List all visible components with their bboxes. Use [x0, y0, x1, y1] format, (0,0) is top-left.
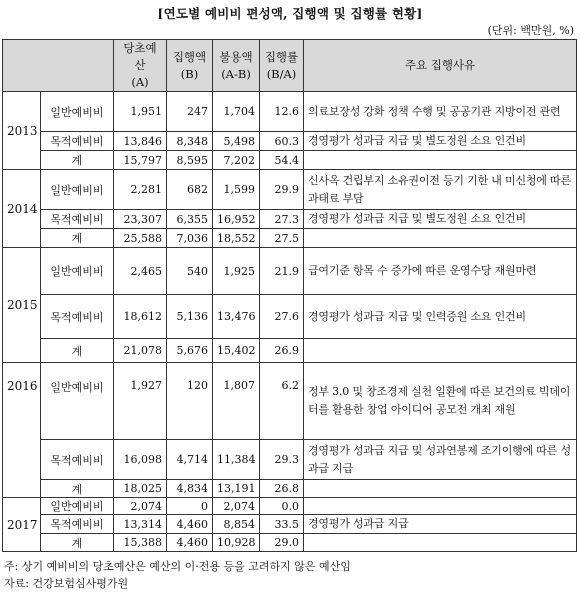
- category-cell: 일반예비비: [41, 498, 114, 515]
- total-rate: 27.5: [260, 229, 304, 248]
- total-row: [3, 229, 577, 248]
- header-budget-label: 당초예산: [123, 41, 157, 72]
- total-budget: 18,025: [114, 480, 167, 498]
- exec-cell: 4,714: [167, 440, 213, 480]
- exec-cell: 6,355: [167, 210, 213, 229]
- year-cell: 2015: [3, 248, 41, 363]
- header-blank: [3, 40, 114, 92]
- total-exec: 7,036: [167, 229, 213, 248]
- total-reason-empty: [304, 480, 577, 498]
- budget-cell: 16,098: [114, 440, 167, 480]
- exec-cell: 247: [167, 92, 213, 132]
- budget-cell: 2,465: [114, 248, 167, 295]
- exec-cell: 540: [167, 248, 213, 295]
- total-label: 계: [41, 151, 114, 170]
- rate-cell: 0.0: [260, 498, 304, 515]
- total-budget: 15,388: [114, 534, 167, 552]
- year-cell: 2017: [3, 498, 41, 552]
- total-reason-empty: [304, 229, 577, 248]
- total-unused: 10,928: [213, 534, 260, 552]
- budget-cell: 2,074: [114, 498, 167, 515]
- table-row: [3, 498, 577, 515]
- table-title: [연도별 예비비 편성액, 집행액 및 집행률 현황]: [157, 6, 423, 21]
- total-budget: 21,078: [114, 339, 167, 363]
- category-cell: 목적예비비: [41, 515, 114, 534]
- reason-cell: 경영평가 성과급 지급: [304, 515, 577, 534]
- budget-cell: 2,281: [114, 170, 167, 210]
- year-cell: 2013: [3, 92, 41, 170]
- reason-cell: 경영평가 성과급 지급 및 별도정원 소요 인건비: [304, 210, 577, 229]
- total-label: 계: [41, 339, 114, 363]
- header-reason: 주요 집행사유: [304, 40, 577, 92]
- budget-cell: 18,612: [114, 295, 167, 339]
- header-row: [3, 40, 577, 92]
- header-unused-label: 불용액: [219, 49, 253, 64]
- table-row: [3, 248, 577, 295]
- table-row: [3, 515, 577, 534]
- total-exec: 4,460: [167, 534, 213, 552]
- total-budget: 25,588: [114, 229, 167, 248]
- exec-cell: 120: [167, 363, 213, 440]
- total-reason-empty: [304, 151, 577, 170]
- unused-cell: 1,704: [213, 92, 260, 132]
- unused-cell: 16,952: [213, 210, 260, 229]
- total-rate: 26.9: [260, 339, 304, 363]
- reserve-fund-table: [2, 39, 577, 552]
- reason-cell: 급여기준 항목 수 증가에 따른 운영수당 재원마련: [304, 248, 577, 295]
- unused-cell: 1,599: [213, 170, 260, 210]
- budget-cell: 1,951: [114, 92, 167, 132]
- exec-cell: 8,348: [167, 132, 213, 151]
- header-rate-label: 집행률: [264, 49, 299, 64]
- total-unused: 13,191: [213, 480, 260, 498]
- total-unused: 18,552: [213, 229, 260, 248]
- total-unused: 7,202: [213, 151, 260, 170]
- total-row: [3, 151, 577, 170]
- table-row: [3, 170, 577, 210]
- budget-cell: 1,927: [114, 363, 167, 440]
- total-rate: 54.4: [260, 151, 304, 170]
- exec-cell: 0: [167, 498, 213, 515]
- rate-cell: 27.3: [260, 210, 304, 229]
- total-reason-empty: [304, 534, 577, 552]
- category-cell: 일반예비비: [41, 170, 114, 210]
- total-row: [3, 534, 577, 552]
- header-exec-label: 집행액: [172, 49, 207, 64]
- total-label: 계: [41, 480, 114, 498]
- category-cell: 일반예비비: [41, 248, 114, 295]
- exec-cell: 4,460: [167, 515, 213, 534]
- total-label: 계: [41, 534, 114, 552]
- category-cell: 목적예비비: [41, 295, 114, 339]
- unused-cell: 5,498: [213, 132, 260, 151]
- budget-cell: 23,307: [114, 210, 167, 229]
- rate-cell: 33.5: [260, 515, 304, 534]
- rate-cell: 21.9: [260, 248, 304, 295]
- reason-cell: 경영평가 성과급 지급 및 성과연봉제 조기이행에 따른 성과급 지급: [304, 440, 577, 480]
- note-text: 주: 상기 예비비의 당초예산은 예산의 이·전용 등을 고려하지 않은 예산임: [4, 560, 351, 573]
- total-exec: 4,834: [167, 480, 213, 498]
- header-rate-sub: (B/A): [266, 66, 297, 81]
- rate-cell: 29.9: [260, 170, 304, 210]
- table-row: [3, 210, 577, 229]
- header-unused: [213, 40, 260, 92]
- budget-cell: 13,846: [114, 132, 167, 151]
- unit-label: (단위: 백만원, %): [487, 24, 574, 37]
- total-exec: 8,595: [167, 151, 213, 170]
- rate-cell: 29.3: [260, 440, 304, 480]
- source-text: 자료: 건강보험심사평가원: [4, 577, 129, 590]
- total-row: [3, 339, 577, 363]
- total-label: 계: [41, 229, 114, 248]
- category-cell: 목적예비비: [41, 440, 114, 480]
- total-rate: 29.0: [260, 534, 304, 552]
- reason-cell: 신사옥 건립부지 소유권이전 등기 기한 내 미신청에 따른 과태료 부담: [304, 170, 577, 210]
- unused-cell: 8,854: [213, 515, 260, 534]
- header-budget: [114, 40, 167, 92]
- header-exec: [167, 40, 213, 92]
- footnotes: [4, 558, 351, 592]
- reason-cell: 의료보장성 강화 정책 수행 및 공공기관 지방이전 관련: [304, 92, 577, 132]
- category-cell: 목적예비비: [41, 132, 114, 151]
- table-row: [3, 440, 577, 480]
- table-row: [3, 295, 577, 339]
- unused-cell: 11,384: [213, 440, 260, 480]
- header-budget-sub: (A): [131, 75, 149, 89]
- rate-cell: 27.6: [260, 295, 304, 339]
- rate-cell: 60.3: [260, 132, 304, 151]
- header-unused-sub: (A-B): [221, 66, 251, 81]
- header-exec-sub: (B): [180, 66, 199, 81]
- total-unused: 15,402: [213, 339, 260, 363]
- unused-cell: 1,925: [213, 248, 260, 295]
- rate-cell: 6.2: [260, 363, 304, 440]
- unused-cell: 13,476: [213, 295, 260, 339]
- category-cell: 일반예비비: [41, 92, 114, 132]
- header-rate: [260, 40, 304, 92]
- unused-cell: 2,074: [213, 498, 260, 515]
- budget-cell: 13,314: [114, 515, 167, 534]
- table-row: [3, 363, 577, 440]
- exec-cell: 682: [167, 170, 213, 210]
- unused-cell: 1,807: [213, 363, 260, 440]
- year-cell: 2014: [3, 170, 41, 248]
- exec-cell: 5,136: [167, 295, 213, 339]
- table-row: [3, 92, 577, 132]
- reason-cell: 경영평가 성과급 지급 및 인력증원 소요 인건비: [304, 295, 577, 339]
- reason-cell: 정부 3.0 및 창조경제 실천 일환에 따른 보건의료 빅데이터를 활용한 창업 아이디어 공모전 개최 재원: [304, 363, 577, 440]
- total-rate: 26.8: [260, 480, 304, 498]
- total-row: [3, 480, 577, 498]
- year-cell: 2016: [3, 363, 41, 498]
- category-cell: 목적예비비: [41, 210, 114, 229]
- category-cell: 일반예비비: [41, 363, 114, 440]
- total-exec: 5,676: [167, 339, 213, 363]
- rate-cell: 12.6: [260, 92, 304, 132]
- table-row: [3, 132, 577, 151]
- total-budget: 15,797: [114, 151, 167, 170]
- reason-cell: 경영평가 성과급 지급 및 별도정원 소요 인건비: [304, 132, 577, 151]
- total-reason-empty: [304, 339, 577, 363]
- reason-cell: [304, 498, 577, 515]
